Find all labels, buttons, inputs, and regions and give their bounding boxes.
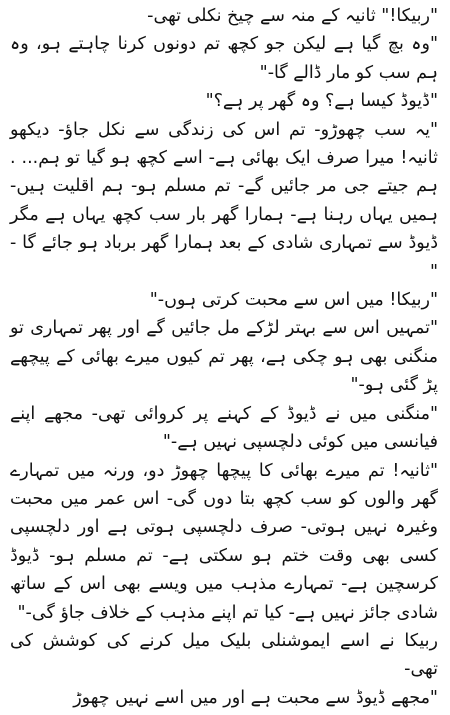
paragraph-9: ربیکا نے اسے ایموشنلی بلیک میل کرنے کی کوشش کی تھی- (10, 630, 438, 680)
paragraph-2: "وہ بچ گیا ہے لیکن جو کچھ تم دونوں کرنا چاہتے ہو، وہ ہم سب کو مار ڈالے گا-" (10, 34, 438, 83)
paragraph-7: "منگنی میں نے ڈیوڈ کے کہنے پر کروائی تھی- مجھے اپنے فیانسی میں کوئی دلچسپی نہیں ہے-" (10, 403, 438, 453)
paragraph-10: "مجھے ڈیوڈ سے محبت ہے اور میں اسے نہیں چھوڑ (73, 687, 438, 708)
paragraph-3: "ڈیوڈ کیسا ہے؟ وہ گھر پر ہے؟" (205, 91, 438, 112)
paragraph-6: "تمہیں اس سے بہتر لڑکے مل جائیں گے اور پھر تمہاری تو منگنی بھی ہو چکی ہے، پھر تم کیوں میرے بھائی کے پیچھے پڑ گئی ہو-" (10, 318, 438, 396)
paragraph-8: "ثانیہ! تم میرے بھائی کا پیچھا چھوڑ دو، ورنہ میں تمہارے گھر والوں کو سب کچھ بتا دوں گی- اس عمر میں محبت وغیرہ نہیں ہوتی- صرف دلچسپی ہوتی ہے اور دلچسپی کسی بھی وقت ختم ہو سکتی ہے- تم مسلم ہو- ڈیوڈ کرسچین ہے- تمہارے مذہب میں ویسے بھی اس کے ساتھ شادی جائز نہیں ہے- کیا تم اپنے مذہب کے خلاف جاؤ گی-" (10, 460, 438, 623)
paragraph-1: "ربیکا!" ثانیہ کے منہ سے چیخ نکلی تھی- (147, 6, 438, 26)
paragraph-4: "یہ سب چھوڑو- تم اس کی زندگی سے نکل جاؤ- دیکھو ثانیہ! میرا صرف ایک بھائی ہے- اسے کچھ ہو گیا تو ہم... . ہم جیتے جی مر جائیں گے- تم مسلم ہو- ہم اقلیت ہیں- ہمیں یہاں رہنا ہے- ہمارا گھر بار سب کچھ یہاں ہے مگر ڈیوڈ سے تمہاری شادی کے بعد ہمارا گھر برباد ہو جائے گا -" (10, 119, 438, 282)
paragraph-5: "ربیکا! میں اس سے محبت کرتی ہوں-" (149, 290, 438, 311)
